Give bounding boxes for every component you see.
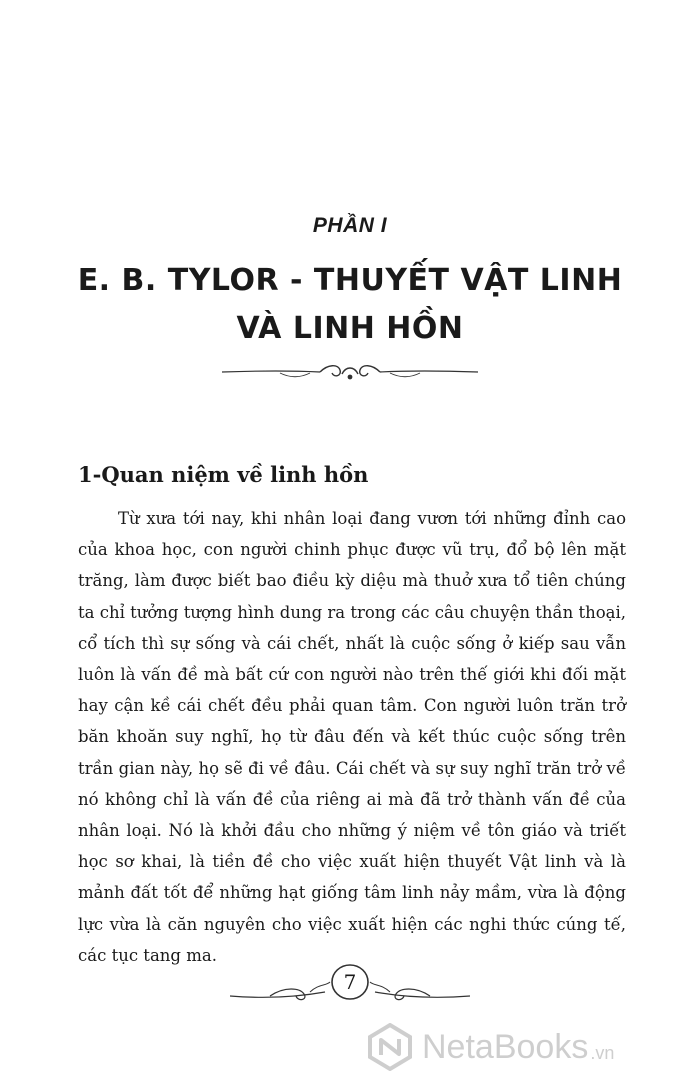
- part-label: PHẦN I: [312, 214, 388, 237]
- section-heading: 1-Quan niệm về linh hồn: [78, 462, 369, 487]
- divider-ornament: [220, 360, 480, 384]
- chapter-title-line-2: VÀ LINH HỒN: [236, 311, 464, 346]
- netabooks-logo-icon: [366, 1023, 414, 1071]
- page-number: 7: [343, 970, 357, 994]
- chapter-title-line-1: E. B. TYLOR - THUYẾT VẬT LINH: [77, 263, 623, 298]
- watermark-brand: NetaBooks: [422, 1027, 589, 1066]
- chapter-title: [0, 257, 700, 353]
- body-paragraph: Từ xưa tới nay, khi nhân loại đang vươn tới những đỉnh cao của khoa học, con người chinh phục được vũ trụ, đổ bộ lên mặt trăng, làm được biết bao điều kỳ diệu mà thuở xưa tổ tiên chúng ta chỉ tưởng tượng hình dung ra trong các câu chuyện thần thoại, cổ tích thì sự sống và cái chết, nhất là cuộc sống ở kiếp sau vẫn luôn là vấn đề mà bất cứ con người nào trên thế giới khi đối mặt hay cận kề cái chết đều phải quan tâm. Con người luôn trăn trở băn khoăn suy nghĩ, họ từ đâu đến và kết thúc cuộc sống trên trần gian này, họ sẽ đi về đâu. Cái chết và sự suy nghĩ trăn trở về nó không chỉ là vấn đề của riêng ai mà đã trở thành vấn đề của nhân loại. Nó là khởi đầu cho những ý niệm về tôn giáo và triết học sơ khai, là tiền đề cho việc xuất hiện thuyết Vật linh và là mảnh đất tốt để những hạt giống tâm linh nảy mầm, vừa là động lực vừa là căn nguyên cho việc xuất hiện các nghi thức cúng tế, các tục tang ma.: [78, 509, 626, 965]
- watermark-suffix: .vn: [590, 1042, 615, 1063]
- watermark: [366, 1022, 614, 1072]
